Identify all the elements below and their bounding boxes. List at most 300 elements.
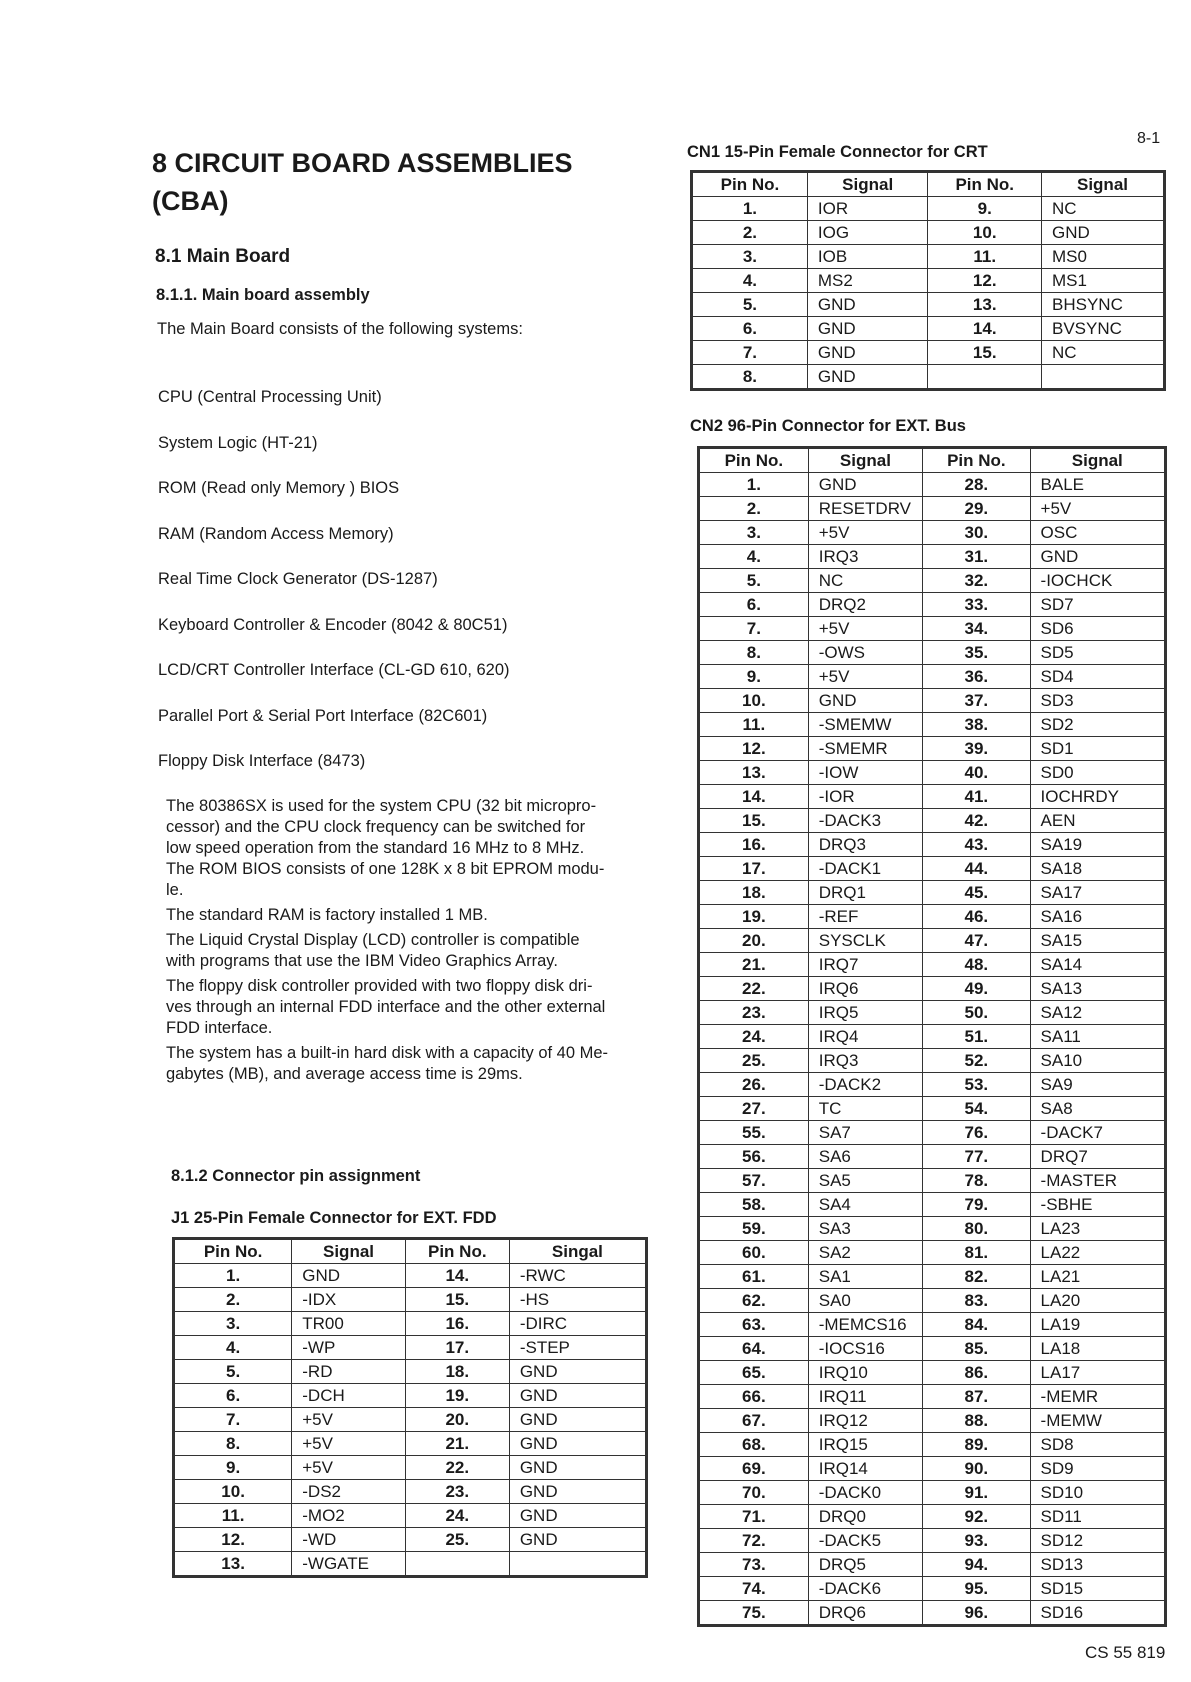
table-row (699, 593, 1166, 617)
signal-name: -WP (292, 1336, 406, 1360)
table-row (174, 1264, 647, 1288)
signal-name: -DACK2 (808, 1073, 922, 1097)
signal-name: -MEMR (1030, 1385, 1165, 1409)
signal-name: SA4 (808, 1193, 922, 1217)
signal-name: -MEMCS16 (808, 1313, 922, 1337)
pin-number: 71. (699, 1505, 809, 1529)
pin-number: 23. (699, 1001, 809, 1025)
signal-name: -OWS (808, 641, 922, 665)
signal-name: -WGATE (292, 1552, 406, 1577)
signal-name: -IOCS16 (808, 1337, 922, 1361)
pin-number: 23. (405, 1480, 509, 1504)
signal-name: SA8 (1030, 1097, 1165, 1121)
signal-name: BVSYNC (1042, 317, 1165, 341)
signal-name: IRQ3 (808, 545, 922, 569)
column-header: Signal (292, 1239, 406, 1264)
pin-number: 35. (923, 641, 1030, 665)
signal-name: -HS (509, 1288, 646, 1312)
system-item: RAM (Random Access Memory) (158, 524, 394, 543)
pin-number: 53. (923, 1073, 1030, 1097)
pin-number: 12. (928, 269, 1042, 293)
signal-name: -DIRC (509, 1312, 646, 1336)
pin-number: 58. (699, 1193, 809, 1217)
signal-name: -SMEMR (808, 737, 922, 761)
table-row (174, 1336, 647, 1360)
pin-number: 20. (405, 1408, 509, 1432)
signal-name (509, 1552, 646, 1577)
pin-number: 91. (923, 1481, 1030, 1505)
table-row (699, 1001, 1166, 1025)
pin-number: 10. (174, 1480, 292, 1504)
pin-number: 77. (923, 1145, 1030, 1169)
signal-name: SD0 (1030, 761, 1165, 785)
signal-name: GND (509, 1360, 646, 1384)
table-row (699, 761, 1166, 785)
signal-name: GND (509, 1528, 646, 1552)
table-row (699, 1361, 1166, 1385)
signal-name: IOG (807, 221, 928, 245)
pin-number: 48. (923, 953, 1030, 977)
pin-number: 17. (699, 857, 809, 881)
pin-number: 30. (923, 521, 1030, 545)
pin-number: 95. (923, 1577, 1030, 1601)
table-header (174, 1239, 647, 1264)
signal-name: IRQ4 (808, 1025, 922, 1049)
table-row (699, 665, 1166, 689)
pin-number: 9. (174, 1456, 292, 1480)
signal-name: SD16 (1030, 1601, 1165, 1626)
pin-number: 33. (923, 593, 1030, 617)
signal-name: MS1 (1042, 269, 1165, 293)
pin-number: 4. (174, 1336, 292, 1360)
signal-name: -DACK5 (808, 1529, 922, 1553)
pin-number: 19. (699, 905, 809, 929)
signal-name: GND (807, 365, 928, 390)
signal-name: SD1 (1030, 737, 1165, 761)
pin-number: 7. (692, 341, 808, 365)
signal-name: -DCH (292, 1384, 406, 1408)
signal-name: GND (808, 689, 922, 713)
pin-number: 9. (928, 197, 1042, 221)
column-header: Signal (807, 172, 928, 197)
pin-number: 16. (405, 1312, 509, 1336)
pin-number: 34. (923, 617, 1030, 641)
signal-name: LA23 (1030, 1217, 1165, 1241)
signal-name: LA18 (1030, 1337, 1165, 1361)
table-row (699, 737, 1166, 761)
column-header: Pin No. (692, 172, 808, 197)
pin-number: 2. (699, 497, 809, 521)
cn1-title: CN1 15-Pin Female Connector for CRT (687, 143, 988, 161)
table-row (692, 269, 1165, 293)
signal-name: DRQ0 (808, 1505, 922, 1529)
signal-name: GND (808, 473, 922, 497)
pin-number: 74. (699, 1577, 809, 1601)
pin-number: 60. (699, 1241, 809, 1265)
signal-name: SD13 (1030, 1553, 1165, 1577)
signal-name: TR00 (292, 1312, 406, 1336)
table-row (174, 1432, 647, 1456)
table-row (699, 641, 1166, 665)
signal-name: SD10 (1030, 1481, 1165, 1505)
pin-number: 21. (699, 953, 809, 977)
pin-number: 25. (699, 1049, 809, 1073)
chapter-title (152, 144, 573, 220)
table-row (699, 857, 1166, 881)
table-row (699, 977, 1166, 1001)
signal-name: +5V (292, 1432, 406, 1456)
column-header: Pin No. (923, 448, 1030, 473)
pin-number: 6. (174, 1384, 292, 1408)
signal-name: BALE (1030, 473, 1165, 497)
table-row (174, 1360, 647, 1384)
table-row (174, 1288, 647, 1312)
signal-name: -IOCHCK (1030, 569, 1165, 593)
signal-name: OSC (1030, 521, 1165, 545)
pin-number: 68. (699, 1433, 809, 1457)
pin-number: 28. (923, 473, 1030, 497)
pin-number: 3. (699, 521, 809, 545)
pin-number: 46. (923, 905, 1030, 929)
table-row (699, 1409, 1166, 1433)
pin-number: 15. (699, 809, 809, 833)
column-header: Pin No. (405, 1239, 509, 1264)
table-row (174, 1384, 647, 1408)
signal-name: LA22 (1030, 1241, 1165, 1265)
system-item: ROM (Read only Memory ) BIOS (158, 479, 400, 497)
table-row (692, 221, 1165, 245)
pin-number: 62. (699, 1289, 809, 1313)
table-row (174, 1552, 647, 1577)
cn2-pin-table (697, 446, 1167, 1627)
chapter-title-line1: 8 CIRCUIT BOARD ASSEMBLIES (152, 148, 573, 178)
table-row (699, 1145, 1166, 1169)
signal-name: -DACK6 (808, 1577, 922, 1601)
table-row (699, 929, 1166, 953)
signal-name: SA6 (808, 1145, 922, 1169)
pin-number: 26. (699, 1073, 809, 1097)
column-header: Signal (1030, 448, 1165, 473)
signal-name: -STEP (509, 1336, 646, 1360)
signal-name: DRQ2 (808, 593, 922, 617)
pin-number: 1. (174, 1264, 292, 1288)
paragraph: The Liquid Crystal Display (LCD) controller is compatible with programs that use the IBM Video Graphics Array. (166, 931, 580, 970)
pin-number: 78. (923, 1169, 1030, 1193)
table-row (699, 1049, 1166, 1073)
table-row (699, 1025, 1166, 1049)
pin-number: 63. (699, 1313, 809, 1337)
table-row (692, 293, 1165, 317)
table-row (699, 1097, 1166, 1121)
pin-number: 11. (174, 1504, 292, 1528)
pin-number: 10. (928, 221, 1042, 245)
section-heading: 8.1 Main Board (155, 246, 291, 267)
signal-name: SD9 (1030, 1457, 1165, 1481)
description (166, 796, 666, 1089)
pin-number: 61. (699, 1265, 809, 1289)
table-row (174, 1312, 647, 1336)
signal-name: SA5 (808, 1169, 922, 1193)
paragraph: The standard RAM is factory installed 1 MB. (166, 906, 488, 924)
connector-section-heading: 8.1.2 Connector pin assignment (171, 1167, 421, 1185)
pin-number: 65. (699, 1361, 809, 1385)
signal-name: SA2 (808, 1241, 922, 1265)
signal-name: DRQ5 (808, 1553, 922, 1577)
pin-number: 81. (923, 1241, 1030, 1265)
signal-name: SA14 (1030, 953, 1165, 977)
pin-number: 5. (699, 569, 809, 593)
column-header: Pin No. (174, 1239, 292, 1264)
pin-number: 24. (405, 1504, 509, 1528)
j1-pin-table (172, 1237, 648, 1578)
table-row (699, 617, 1166, 641)
pin-number: 3. (692, 245, 808, 269)
j1-title: J1 25-Pin Female Connector for EXT. FDD (171, 1209, 497, 1227)
signal-name: +5V (292, 1456, 406, 1480)
signal-name: GND (292, 1264, 406, 1288)
signal-name: LA20 (1030, 1289, 1165, 1313)
signal-name: +5V (808, 665, 922, 689)
pin-number: 93. (923, 1529, 1030, 1553)
pin-number: 56. (699, 1145, 809, 1169)
pin-number: 18. (699, 881, 809, 905)
pin-number: 6. (692, 317, 808, 341)
signal-name: SD4 (1030, 665, 1165, 689)
table-row (699, 1169, 1166, 1193)
signal-name: DRQ3 (808, 833, 922, 857)
table-row (174, 1504, 647, 1528)
intro-text: The Main Board consists of the following systems: (157, 320, 523, 338)
table-row (692, 197, 1165, 221)
signal-name: GND (1042, 221, 1165, 245)
signal-name: -IOR (808, 785, 922, 809)
pin-number: 38. (923, 713, 1030, 737)
signal-name: -DACK0 (808, 1481, 922, 1505)
signal-name: SA19 (1030, 833, 1165, 857)
signal-name: SA15 (1030, 929, 1165, 953)
pin-number: 84. (923, 1313, 1030, 1337)
table-row (699, 521, 1166, 545)
pin-number: 66. (699, 1385, 809, 1409)
pin-number (405, 1552, 509, 1577)
pin-number: 59. (699, 1217, 809, 1241)
pin-number: 12. (174, 1528, 292, 1552)
signal-name: -SMEMW (808, 713, 922, 737)
signal-name: AEN (1030, 809, 1165, 833)
signal-name: SA7 (808, 1121, 922, 1145)
signal-name: TC (808, 1097, 922, 1121)
signal-name: -RD (292, 1360, 406, 1384)
pin-number: 7. (174, 1408, 292, 1432)
pin-number: 4. (699, 545, 809, 569)
system-item: Parallel Port & Serial Port Interface (82C601) (158, 706, 488, 725)
pin-number: 64. (699, 1337, 809, 1361)
pin-number: 57. (699, 1169, 809, 1193)
pin-number: 24. (699, 1025, 809, 1049)
pin-number: 76. (923, 1121, 1030, 1145)
signal-name: IOR (807, 197, 928, 221)
pin-number: 25. (405, 1528, 509, 1552)
pin-number: 8. (174, 1432, 292, 1456)
pin-number: 96. (923, 1601, 1030, 1626)
signal-name: DRQ1 (808, 881, 922, 905)
pin-number: 72. (699, 1529, 809, 1553)
system-item: CPU (Central Processing Unit) (158, 388, 382, 406)
table-row (699, 1385, 1166, 1409)
pin-number: 10. (699, 689, 809, 713)
signal-name: SA3 (808, 1217, 922, 1241)
pin-number: 94. (923, 1553, 1030, 1577)
pin-number: 27. (699, 1097, 809, 1121)
pin-number: 37. (923, 689, 1030, 713)
signal-name: SD6 (1030, 617, 1165, 641)
signal-name: GND (509, 1456, 646, 1480)
signal-name: IRQ11 (808, 1385, 922, 1409)
pin-number: 31. (923, 545, 1030, 569)
table-row (699, 689, 1166, 713)
signal-name: -DS2 (292, 1480, 406, 1504)
signal-name: BHSYNC (1042, 293, 1165, 317)
table-row (699, 833, 1166, 857)
system-item: LCD/CRT Controller Interface (CL-GD 610, 620) (158, 661, 510, 679)
cn1-pin-table (690, 170, 1166, 391)
pin-number: 47. (923, 929, 1030, 953)
table-row (699, 1433, 1166, 1457)
signal-name: NC (1042, 341, 1165, 365)
signal-name: -DACK1 (808, 857, 922, 881)
signal-name: SD5 (1030, 641, 1165, 665)
column-header: Singal (509, 1239, 646, 1264)
pin-number: 85. (923, 1337, 1030, 1361)
pin-number: 7. (699, 617, 809, 641)
pin-number: 29. (923, 497, 1030, 521)
table-row (699, 881, 1166, 905)
paragraph: The system has a built-in hard disk with a capacity of 40 Me- gabytes (MB), and average access time is 29ms. (166, 1044, 609, 1083)
table-row (692, 365, 1165, 390)
table-row (692, 245, 1165, 269)
signal-name: +5V (808, 617, 922, 641)
signal-name: +5V (808, 521, 922, 545)
pin-number: 90. (923, 1457, 1030, 1481)
pin-number: 8. (692, 365, 808, 390)
pin-number: 13. (699, 761, 809, 785)
signal-name: SA11 (1030, 1025, 1165, 1049)
pin-number: 13. (928, 293, 1042, 317)
signal-name: GND (509, 1480, 646, 1504)
signal-name: SD8 (1030, 1433, 1165, 1457)
signal-name: GND (509, 1408, 646, 1432)
signal-name (1042, 365, 1165, 390)
table-row (699, 1577, 1166, 1601)
pin-number: 50. (923, 1001, 1030, 1025)
table-row (699, 785, 1166, 809)
pin-number: 67. (699, 1409, 809, 1433)
signal-name: -MO2 (292, 1504, 406, 1528)
pin-number: 16. (699, 833, 809, 857)
pin-number: 41. (923, 785, 1030, 809)
signal-name: SD11 (1030, 1505, 1165, 1529)
table-header (699, 448, 1166, 473)
table-row (699, 1121, 1166, 1145)
signal-name: SA1 (808, 1265, 922, 1289)
table-header (692, 172, 1165, 197)
table-row (699, 1193, 1166, 1217)
signal-name: SA18 (1030, 857, 1165, 881)
pin-number: 15. (405, 1288, 509, 1312)
pin-number: 51. (923, 1025, 1030, 1049)
signal-name: GND (807, 317, 928, 341)
pin-number: 22. (699, 977, 809, 1001)
table-row (699, 1601, 1166, 1626)
pin-number: 45. (923, 881, 1030, 905)
subsection-heading: 8.1.1. Main board assembly (156, 286, 370, 304)
document-code: CS 55 819 (1085, 1643, 1166, 1662)
signal-name: IRQ5 (808, 1001, 922, 1025)
signal-name: -REF (808, 905, 922, 929)
pin-number: 79. (923, 1193, 1030, 1217)
table-row (174, 1528, 647, 1552)
cn2-title: CN2 96-Pin Connector for EXT. Bus (690, 417, 966, 435)
pin-number: 39. (923, 737, 1030, 761)
signal-name: LA17 (1030, 1361, 1165, 1385)
pin-number: 4. (692, 269, 808, 293)
table-row (699, 1553, 1166, 1577)
signal-name: -WD (292, 1528, 406, 1552)
table-row (699, 1457, 1166, 1481)
pin-number (928, 365, 1042, 390)
signal-name: IRQ3 (808, 1049, 922, 1073)
signal-name: NC (1042, 197, 1165, 221)
signal-name: GND (807, 293, 928, 317)
table-row (174, 1408, 647, 1432)
table-row (699, 1073, 1166, 1097)
pin-number: 20. (699, 929, 809, 953)
system-item: Floppy Disk Interface (8473) (158, 752, 366, 770)
pin-number: 80. (923, 1217, 1030, 1241)
system-item: System Logic (HT-21) (158, 433, 318, 452)
table-row (699, 1529, 1166, 1553)
signal-name: SD3 (1030, 689, 1165, 713)
pin-number: 89. (923, 1433, 1030, 1457)
table-row (699, 905, 1166, 929)
table-row (699, 809, 1166, 833)
pin-number: 55. (699, 1121, 809, 1145)
table-row (699, 1505, 1166, 1529)
pin-number: 12. (699, 737, 809, 761)
system-item: Keyboard Controller & Encoder (8042 & 80C51) (158, 615, 508, 634)
signal-name: MS0 (1042, 245, 1165, 269)
signal-name: SA0 (808, 1289, 922, 1313)
signal-name: -IDX (292, 1288, 406, 1312)
chapter-title-line2: (CBA) (152, 186, 229, 216)
pin-number: 69. (699, 1457, 809, 1481)
table-row (174, 1480, 647, 1504)
table-row (699, 1289, 1166, 1313)
signal-name: NC (808, 569, 922, 593)
pin-number: 19. (405, 1384, 509, 1408)
pin-number: 44. (923, 857, 1030, 881)
signal-name: SD12 (1030, 1529, 1165, 1553)
signal-name: IRQ15 (808, 1433, 922, 1457)
column-header: Pin No. (699, 448, 809, 473)
table-row (699, 1337, 1166, 1361)
pin-number: 9. (699, 665, 809, 689)
signal-name: GND (509, 1504, 646, 1528)
signal-name: IOB (807, 245, 928, 269)
signal-name: -SBHE (1030, 1193, 1165, 1217)
signal-name: LA19 (1030, 1313, 1165, 1337)
pin-number: 6. (699, 593, 809, 617)
